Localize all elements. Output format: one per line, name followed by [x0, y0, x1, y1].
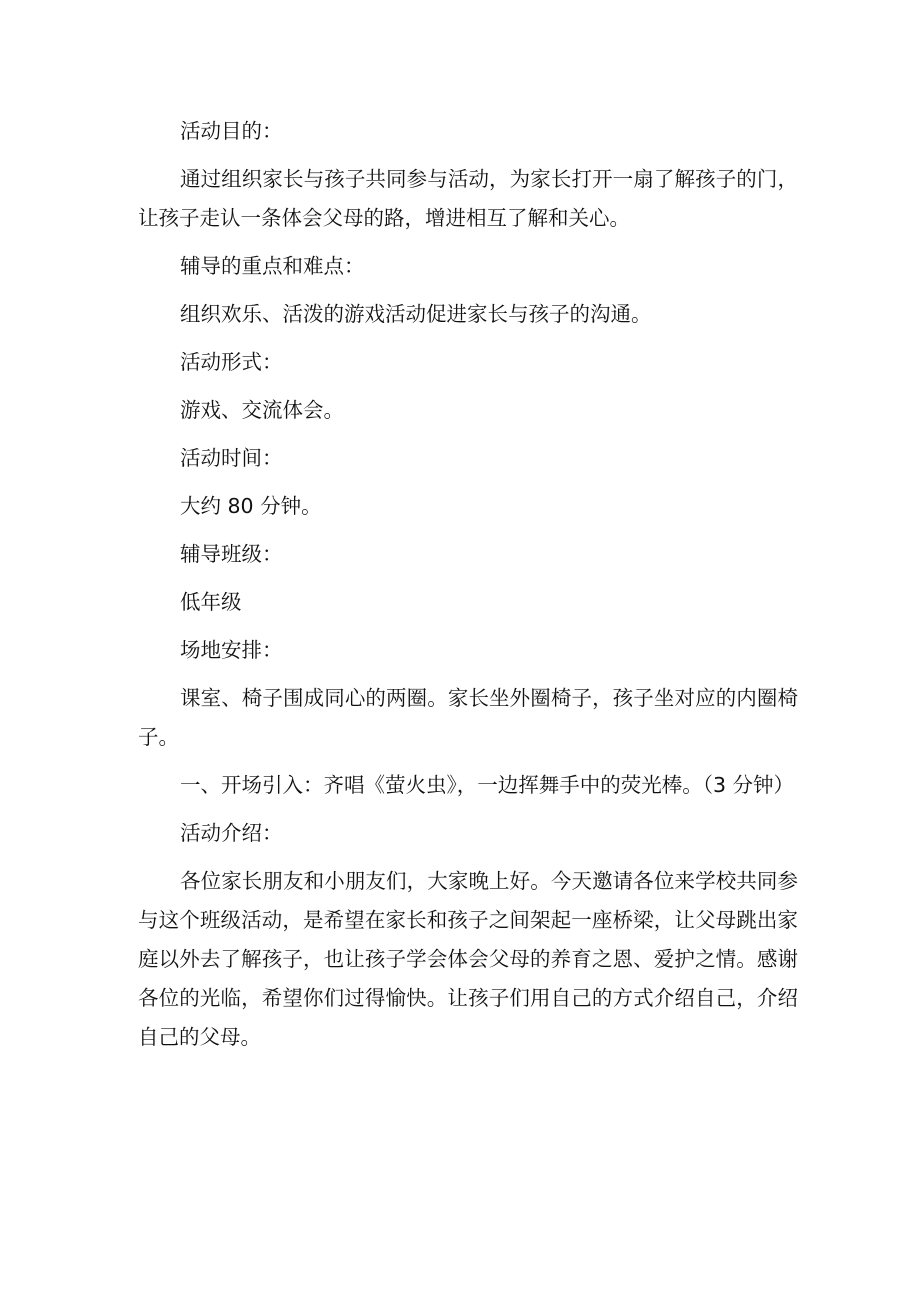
heading-target-class: 辅导班级：	[180, 542, 283, 566]
paragraph-venue-arrangement: 课室、椅子围成同心的两圈。家长坐外圈椅子，孩子坐对应的内圈椅子。	[138, 686, 798, 749]
paragraph-activity-introduction: 各位家长朋友和小朋友们，大家晚上好。今天邀请各位来学校共同参与这个班级活动，是希望在家长和孩子之间架起一座桥梁，让父母跳出家庭以外去了解孩子，也让孩子学会体会父母的养育之恩、爱护之情。感谢各位的光临，希望你们过得愉快。让孩子们用自己的方式介绍自己，介绍自己的父母。	[138, 869, 798, 1049]
heading-venue-arrangement: 场地安排：	[180, 638, 283, 662]
paragraph-opening-intro: 一、开场引入：齐唱《萤火虫》，一边挥舞手中的荧光棒。（3 分钟）	[180, 773, 795, 797]
heading-activity-purpose: 活动目的：	[180, 119, 283, 143]
heading-activity-introduction: 活动介绍：	[180, 821, 283, 845]
heading-focus-difficulty: 辅导的重点和难点：	[180, 254, 365, 278]
paragraph-activity-form: 游戏、交流体会。	[180, 398, 344, 422]
paragraph-activity-purpose: 通过组织家长与孩子共同参与活动，为家长打开一扇了解孩子的门，让孩子走认一条体会父母的路，增进相互了解和关心。	[138, 167, 798, 230]
document-body	[138, 112, 798, 1066]
paragraph-activity-time: 大约 80 分钟。	[180, 494, 322, 518]
heading-activity-form: 活动形式：	[180, 350, 283, 374]
heading-activity-time: 活动时间：	[180, 446, 283, 470]
paragraph-focus-difficulty: 组织欢乐、活泼的游戏活动促进家长与孩子的沟通。	[180, 302, 652, 326]
paragraph-target-class: 低年级	[180, 590, 242, 614]
